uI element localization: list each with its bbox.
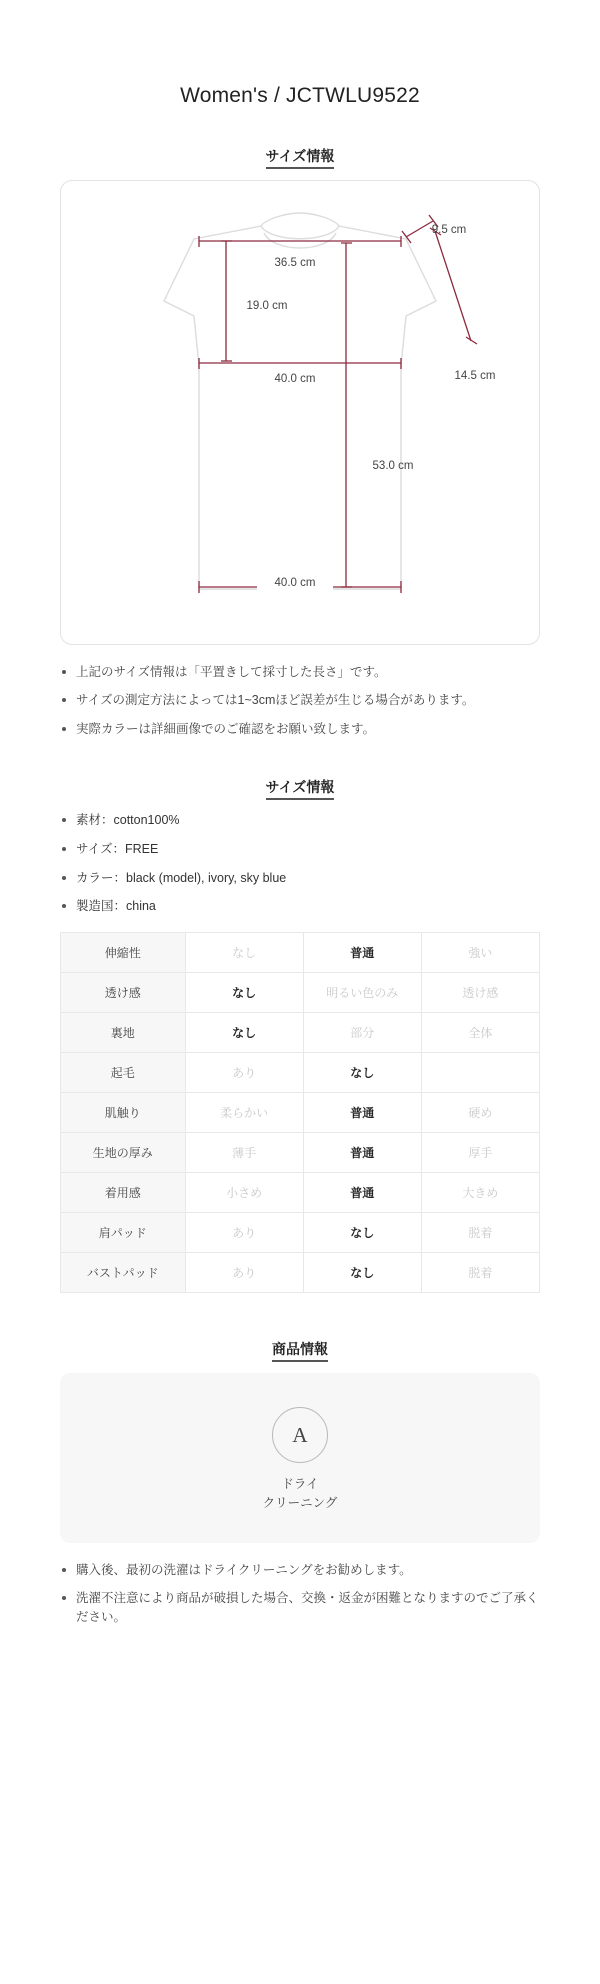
list-item: サイズの測定方法によっては1~3cmほど誤差が生じる場合があります。 xyxy=(60,691,540,710)
attr-option: 透け感 xyxy=(421,973,539,1013)
attr-option: なし xyxy=(303,1253,421,1293)
attr-option: なし xyxy=(303,1213,421,1253)
list-item: 購入後、最初の洗濯はドライクリーニングをお勧めします。 xyxy=(60,1561,540,1580)
attr-option: 普通 xyxy=(303,933,421,973)
attr-option: 脱着 xyxy=(421,1253,539,1293)
attr-option: 柔らかい xyxy=(185,1093,303,1133)
table-row xyxy=(61,1133,540,1173)
care-label xyxy=(60,1475,540,1513)
dimension-lines xyxy=(199,215,477,593)
page-root xyxy=(0,14,600,1984)
measurement-sleeve-length: 9.5 cm xyxy=(431,224,467,237)
table-row xyxy=(61,973,540,1013)
table-row xyxy=(61,1173,540,1213)
attr-label: 裏地 xyxy=(61,1013,186,1053)
measurement-armhole: 19.0 cm xyxy=(246,300,288,313)
list-item: 素材：cotton100% xyxy=(60,811,540,830)
size-section-heading-text: サイズ情報 xyxy=(266,148,335,169)
list-item: サイズ：FREE xyxy=(60,840,540,859)
table-row xyxy=(61,1253,540,1293)
size-section-heading xyxy=(60,146,540,166)
attr-option: あり xyxy=(185,1213,303,1253)
attr-label: 着用感 xyxy=(61,1173,186,1213)
list-item: 実際カラーは詳細画像でのご確認をお願い致します。 xyxy=(60,720,540,739)
attr-label: バストパッド xyxy=(61,1253,186,1293)
attr-option: 普通 xyxy=(303,1173,421,1213)
attr-option: 薄手 xyxy=(185,1133,303,1173)
attr-option xyxy=(421,1053,539,1093)
table-row xyxy=(61,1013,540,1053)
attr-label: 肌触り xyxy=(61,1093,186,1133)
attr-label: 伸縮性 xyxy=(61,933,186,973)
attr-option: 部分 xyxy=(303,1013,421,1053)
attr-option: 大きめ xyxy=(421,1173,539,1213)
list-item: カラー：black (model), ivory, sky blue xyxy=(60,869,540,888)
attr-label: 起毛 xyxy=(61,1053,186,1093)
size-notes-list xyxy=(60,663,540,739)
attr-option: なし xyxy=(185,933,303,973)
detail-section-heading xyxy=(60,777,540,797)
attr-option: 厚手 xyxy=(421,1133,539,1173)
product-info-heading-text: 商品情報 xyxy=(272,1341,328,1362)
attr-option: 全体 xyxy=(421,1013,539,1053)
measurement-total-length: 53.0 cm xyxy=(372,460,414,473)
attr-option: なし xyxy=(303,1053,421,1093)
attr-label: 生地の厚み xyxy=(61,1133,186,1173)
attr-option: 硬め xyxy=(421,1093,539,1133)
product-info-heading xyxy=(60,1339,540,1359)
attr-option: あり xyxy=(185,1053,303,1093)
table-row xyxy=(61,933,540,973)
care-instructions-box xyxy=(60,1373,540,1543)
detail-section-heading-text: サイズ情報 xyxy=(266,779,335,800)
attr-option: 強い xyxy=(421,933,539,973)
attribute-table xyxy=(60,932,540,1293)
list-item: 洗濯不注意により商品が破損した場合、交換・返金が困難となりますのでご了承ください。 xyxy=(60,1589,540,1628)
product-info-notes xyxy=(60,1561,540,1628)
spec-list xyxy=(60,811,540,916)
attr-label: 透け感 xyxy=(61,973,186,1013)
measurement-sleeve-opening: 14.5 cm xyxy=(454,370,496,383)
table-row xyxy=(61,1093,540,1133)
care-label-line2: クリーニング xyxy=(262,1495,338,1510)
attr-option: 明るい色のみ xyxy=(303,973,421,1013)
attr-option: 普通 xyxy=(303,1093,421,1133)
care-label-line1: ドライ xyxy=(281,1477,319,1492)
measurement-chest: 40.0 cm xyxy=(274,373,316,386)
attr-option: 小さめ xyxy=(185,1173,303,1213)
list-item: 上記のサイズ情報は「平置きして採寸した長さ」です。 xyxy=(60,663,540,682)
page-title: Women's / JCTWLU9522 xyxy=(180,84,420,108)
table-row xyxy=(61,1053,540,1093)
size-diagram xyxy=(60,180,540,645)
attr-option: なし xyxy=(185,1013,303,1053)
attr-option: 普通 xyxy=(303,1133,421,1173)
table-row xyxy=(61,1213,540,1253)
tshirt-diagram-svg xyxy=(61,181,539,644)
attr-option: なし xyxy=(185,973,303,1013)
attr-label: 肩パッド xyxy=(61,1213,186,1253)
attr-option: 脱着 xyxy=(421,1213,539,1253)
dry-clean-symbol: A xyxy=(292,1422,308,1447)
measurement-hem: 40.0 cm xyxy=(274,577,316,590)
attr-option: あり xyxy=(185,1253,303,1293)
list-item: 製造国：china xyxy=(60,897,540,916)
dry-clean-icon xyxy=(272,1407,328,1463)
measurement-shoulder: 36.5 cm xyxy=(274,257,316,270)
